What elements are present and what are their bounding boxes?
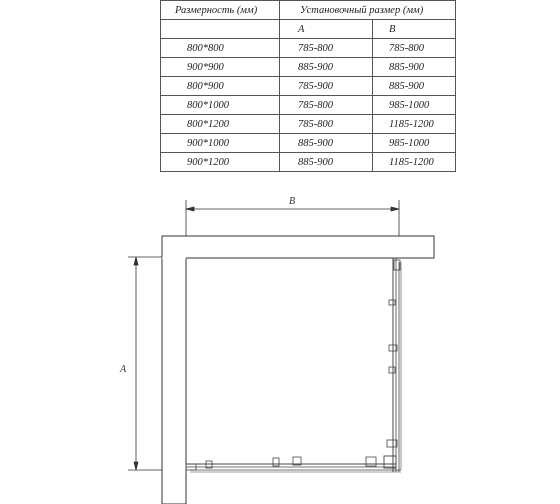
left-wall bbox=[162, 258, 186, 504]
cell-a: 885-900 bbox=[280, 58, 373, 77]
subheader-a: A bbox=[280, 20, 373, 39]
cell-a: 785-800 bbox=[280, 115, 373, 134]
cell-a: 785-800 bbox=[280, 96, 373, 115]
roller-bottom-right bbox=[366, 457, 376, 466]
cell-a: 885-900 bbox=[280, 153, 373, 172]
cell-b: 785-800 bbox=[373, 39, 456, 58]
cell-a: 785-900 bbox=[280, 77, 373, 96]
dimension-a-arrow-top bbox=[134, 257, 138, 265]
cell-b: 1185-1200 bbox=[373, 115, 456, 134]
cell-size: 800*900 bbox=[161, 77, 280, 96]
dimension-b-label: B bbox=[288, 196, 296, 207]
cell-size: 800*1000 bbox=[161, 96, 280, 115]
cell-a: 885-900 bbox=[280, 134, 373, 153]
cell-size: 800*1200 bbox=[161, 115, 280, 134]
header-size: Размерность (мм) bbox=[161, 1, 280, 20]
cell-size: 900*1200 bbox=[161, 153, 280, 172]
roller-right-top bbox=[389, 300, 395, 305]
dimension-b-arrow-left bbox=[186, 207, 194, 211]
top-wall bbox=[162, 236, 434, 258]
cell-b: 885-900 bbox=[373, 77, 456, 96]
roller-right-mid bbox=[389, 367, 395, 373]
dimension-b-arrow-right bbox=[391, 207, 399, 211]
cell-size: 900*1000 bbox=[161, 134, 280, 153]
shower-enclosure bbox=[186, 258, 401, 472]
roller-right-bottom bbox=[387, 440, 397, 447]
roller-bottom-mid bbox=[273, 458, 279, 466]
cell-b: 885-900 bbox=[373, 58, 456, 77]
cell-b: 1185-1200 bbox=[373, 153, 456, 172]
cell-a: 785-800 bbox=[280, 39, 373, 58]
header-mount-size: Установочный размер (мм) bbox=[280, 1, 456, 20]
cell-size: 800*800 bbox=[161, 39, 280, 58]
cell-size: 900*900 bbox=[161, 58, 280, 77]
subheader-b: B bbox=[373, 20, 456, 39]
corner-post bbox=[384, 456, 396, 468]
cell-b: 985-1000 bbox=[373, 134, 456, 153]
dimension-a-arrow-bottom bbox=[134, 462, 138, 470]
dimension-a-label: A bbox=[119, 364, 127, 375]
cell-b: 985-1000 bbox=[373, 96, 456, 115]
